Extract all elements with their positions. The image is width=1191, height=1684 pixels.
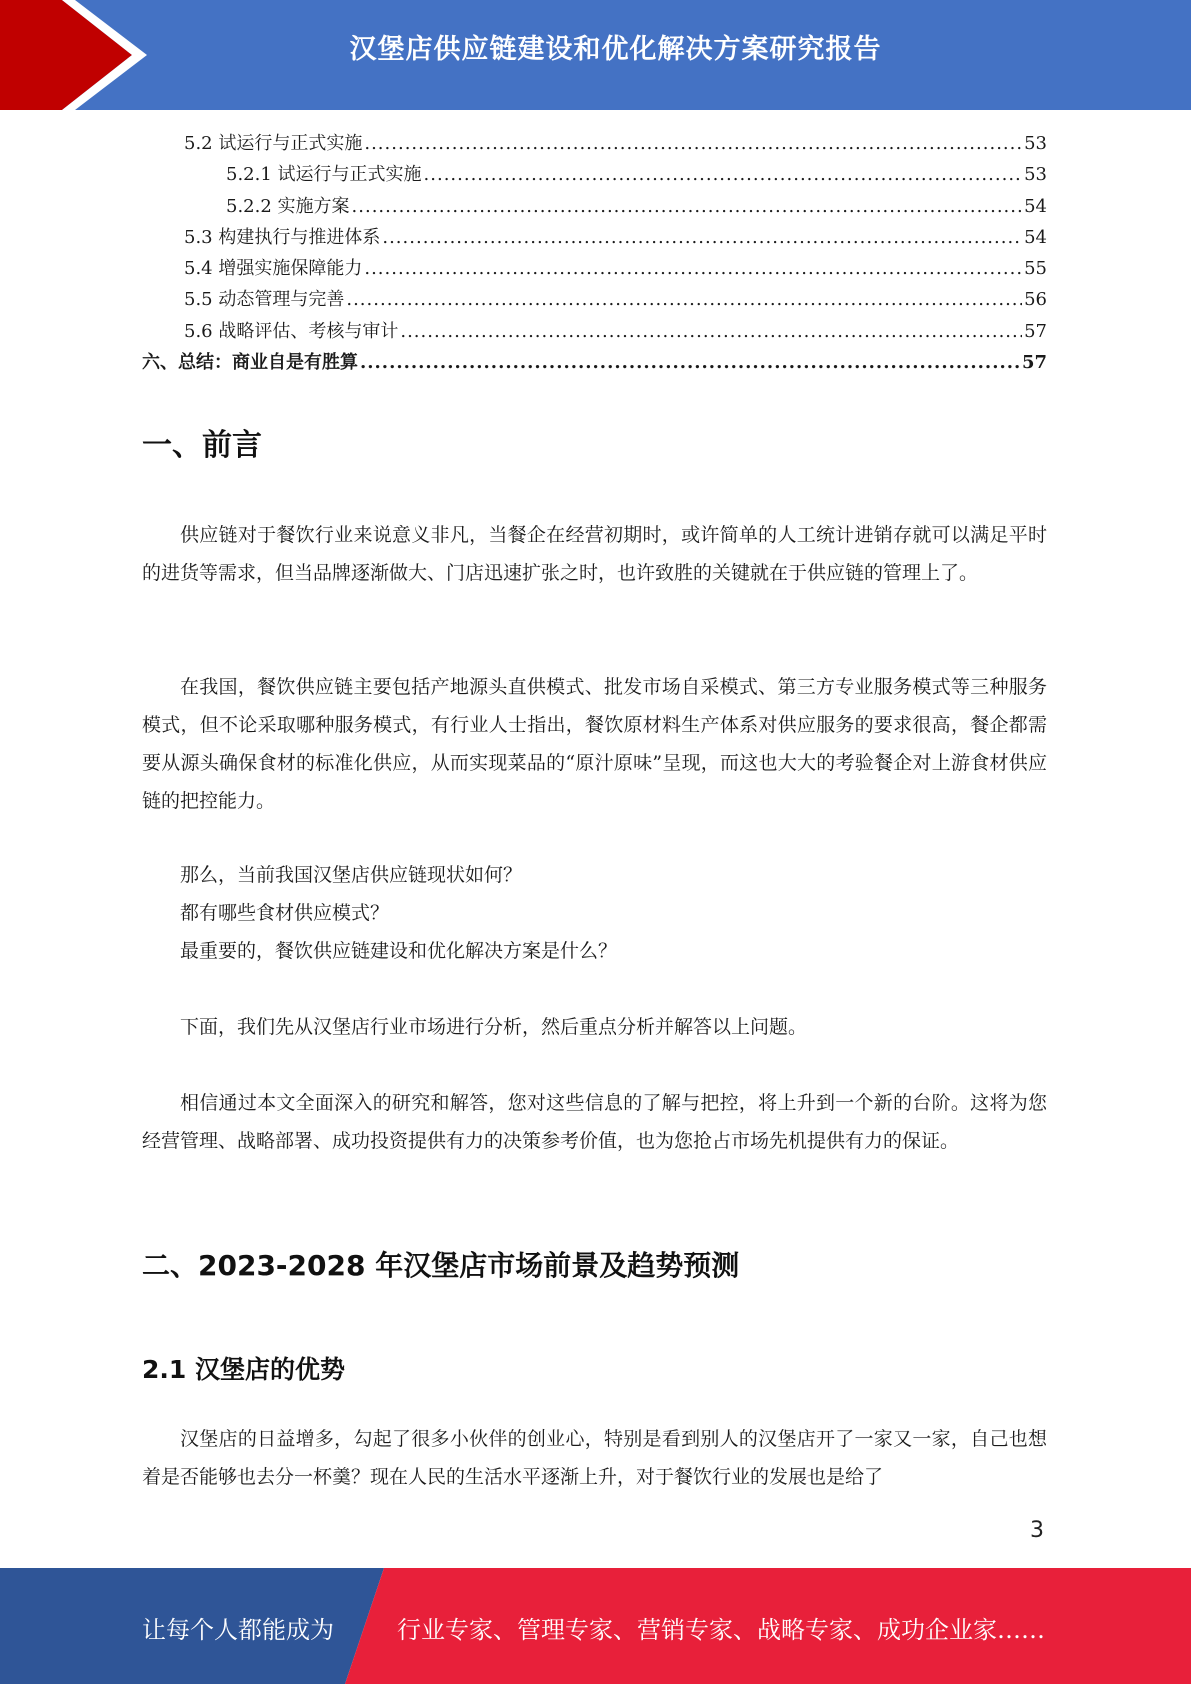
toc-leader-dots	[352, 191, 1023, 222]
paragraph: 供应链对于餐饮行业来说意义非凡，当餐企在经营初期时，或许简单的人工统计进销存就可以满足平时的进货等需求，但当品牌逐渐做大、门店迅速扩张之时，也许致胜的关键就在于供应链的管理上了。	[142, 524, 1047, 584]
toc-entry-page: 55	[1024, 258, 1047, 280]
toc-leader-dots	[382, 222, 1022, 253]
toc-entry[interactable]	[142, 316, 1047, 347]
question-line: 都有哪些食材供应模式？	[180, 902, 390, 924]
toc-entry-page: 56	[1024, 289, 1047, 311]
toc-leader-dots	[364, 128, 1022, 159]
footer-slogan-right: 行业专家、管理专家、营销专家、战略专家、成功企业家……	[397, 1616, 1045, 1644]
section-heading-market-outlook: 二、2023-2028 年汉堡店市场前景及趋势预测	[142, 1249, 740, 1282]
toc-entry[interactable]	[142, 284, 1047, 315]
paragraph: 相信通过本文全面深入的研究和解答，您对这些信息的了解与把控，将上升到一个新的台阶。这将为您经营管理、战略部署、成功投资提供有力的决策参考价值，也为您抢占市场先机提供有力的保证。	[142, 1092, 1047, 1152]
toc-entry[interactable]	[142, 159, 1047, 190]
toc-leader-dots	[360, 347, 1020, 378]
toc-entry[interactable]	[142, 347, 1047, 378]
toc-entry-label: 5.6 战略评估、考核与审计	[184, 320, 399, 342]
question-line: 最重要的，餐饮供应链建设和优化解决方案是什么？	[180, 940, 618, 962]
toc-entry-label: 5.2 试运行与正式实施	[184, 133, 363, 154]
toc-entry-label: 5.2.2 实施方案	[226, 195, 350, 217]
toc-leader-dots	[346, 284, 1022, 315]
toc-entry-page: 57	[1021, 352, 1047, 374]
toc-entry-page: 54	[1024, 195, 1047, 217]
subsection-heading: 2.1 汉堡店的优势	[142, 1355, 345, 1384]
toc-entry-page: 53	[1024, 133, 1047, 154]
toc-entry-label: 六、总结：商业自是有胜算	[142, 352, 358, 374]
page-number: 3	[1030, 1518, 1044, 1543]
toc-entry-label: 5.4 增强实施保障能力	[184, 258, 363, 280]
toc-entry-page: 57	[1024, 320, 1047, 342]
paragraph: 汉堡店的日益增多，勾起了很多小伙伴的创业心，特别是看到别人的汉堡店开了一家又一家，自己也想着是否能够也去分一杯羹？现在人民的生活水平逐渐上升，对于餐饮行业的发展也是给了	[142, 1428, 1047, 1488]
toc-leader-dots	[424, 159, 1023, 190]
toc-entry-page: 53	[1024, 164, 1047, 186]
section-heading-preface: 一、前言	[142, 428, 262, 463]
toc-leader-dots	[400, 316, 1022, 347]
toc-leader-dots	[364, 253, 1022, 284]
toc-entry[interactable]	[142, 253, 1047, 284]
toc-entry[interactable]	[142, 222, 1047, 253]
paragraph: 下面，我们先从汉堡店行业市场进行分析，然后重点分析并解答以上问题。	[180, 1016, 808, 1038]
paragraph: 在我国，餐饮供应链主要包括产地源头直供模式、批发市场自采模式、第三方专业服务模式等三种服务模式，但不论采取哪种服务模式，有行业人士指出，餐饮原材料生产体系对供应服务的要求很高，餐企都需要从源头确保食材的标准化供应，从而实现菜品的“原汁原味”呈现，而这也大大的考验餐企对上游食材供应链的把控能力。	[142, 676, 1047, 812]
header-banner	[0, 0, 1191, 110]
question-list	[142, 856, 1047, 970]
table-of-contents	[142, 128, 1047, 378]
footer-slogan-left: 让每个人都能成为	[142, 1616, 334, 1644]
toc-entry[interactable]	[142, 191, 1047, 222]
toc-entry-label: 5.2.1 试运行与正式实施	[226, 164, 422, 186]
toc-entry-label: 5.3 构建执行与推进体系	[184, 226, 381, 248]
toc-entry-page: 54	[1024, 226, 1047, 248]
toc-entry[interactable]	[142, 128, 1047, 159]
report-title: 汉堡店供应链建设和优化解决方案研究报告	[349, 34, 882, 65]
question-line: 那么，当前我国汉堡店供应链现状如何？	[180, 864, 523, 886]
toc-entry-label: 5.5 动态管理与完善	[184, 289, 345, 311]
